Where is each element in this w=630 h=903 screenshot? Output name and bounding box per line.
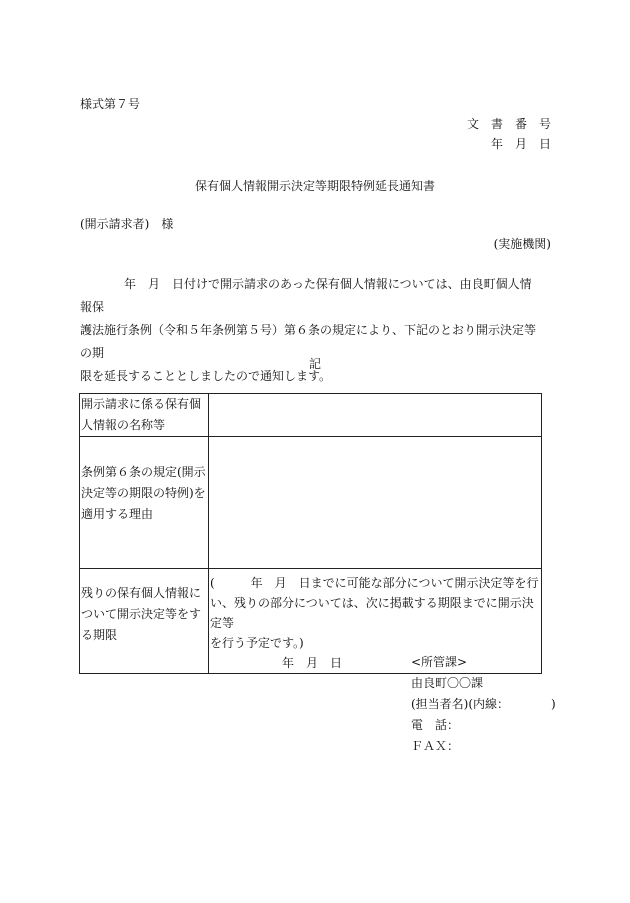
body-line-1: 年 月 日付けで開示請求のあった保有個人情報については、由良町個人情報保 — [80, 277, 532, 314]
row3-value-line1: ( 年 月 日までに可能な部分について開示決定等を行 — [210, 576, 539, 590]
contact-phone: 電 話： — [411, 718, 460, 732]
row1-value-cell[interactable] — [209, 394, 542, 437]
row1-label-cell — [80, 394, 209, 437]
row2-label-line1: 条例第６条の規定(開示 — [81, 465, 206, 479]
row2-label-line2: 決定等の期限の特例)を — [81, 486, 206, 500]
recipient-line: (開示請求者) 様 — [80, 217, 174, 231]
table-row — [80, 437, 542, 569]
date-label: 年 月 日 — [490, 137, 551, 151]
row1-label-line2: 人情報の名称等 — [81, 418, 166, 432]
issuer-line: (実施機関) — [493, 237, 551, 251]
row2-label-cell — [80, 437, 209, 569]
row3-label-cell — [80, 569, 209, 674]
contact-section-heading: <所管課> — [411, 655, 468, 669]
contact-person-extension: (担当者名)(内線： ) — [411, 697, 556, 711]
row2-value-cell[interactable] — [209, 437, 542, 569]
row3-label-line2: ついて開示決定等をす — [81, 607, 202, 621]
document-number-label: 文 書 番 号 — [466, 117, 551, 131]
row3-value-line3: を行う予定です。) — [210, 636, 304, 650]
row3-label-line3: る期限 — [81, 628, 118, 642]
contact-block — [411, 652, 556, 757]
contact-fax: ＦＡＸ： — [411, 739, 460, 753]
details-table — [79, 393, 542, 674]
row2-label-line3: 適用する理由 — [81, 507, 154, 521]
form-number: 様式第７号 — [80, 97, 141, 111]
row3-label-line1: 残りの保有個人情報に — [81, 586, 202, 600]
table-row — [80, 394, 542, 437]
contact-department: 由良町〇〇課 — [411, 676, 484, 690]
body-line-2: 護法施行条例（令和５年条例第５号）第６条の規定により、下記のとおり開示決定等の期 — [80, 323, 537, 360]
row3-value-line4: 年 月 日 — [210, 656, 343, 670]
row3-value-line2: い、残りの部分については、次に掲載する期限までに開示決定等 — [210, 596, 534, 630]
document-title: 保有個人情報開示決定等期限特例延長通知書 — [194, 179, 435, 193]
ki-heading: 記 — [308, 357, 321, 371]
row1-label-line1: 開示請求に係る保有個 — [81, 397, 202, 411]
body-line-3: 限を延長することとしましたので通知します。 — [80, 369, 332, 383]
